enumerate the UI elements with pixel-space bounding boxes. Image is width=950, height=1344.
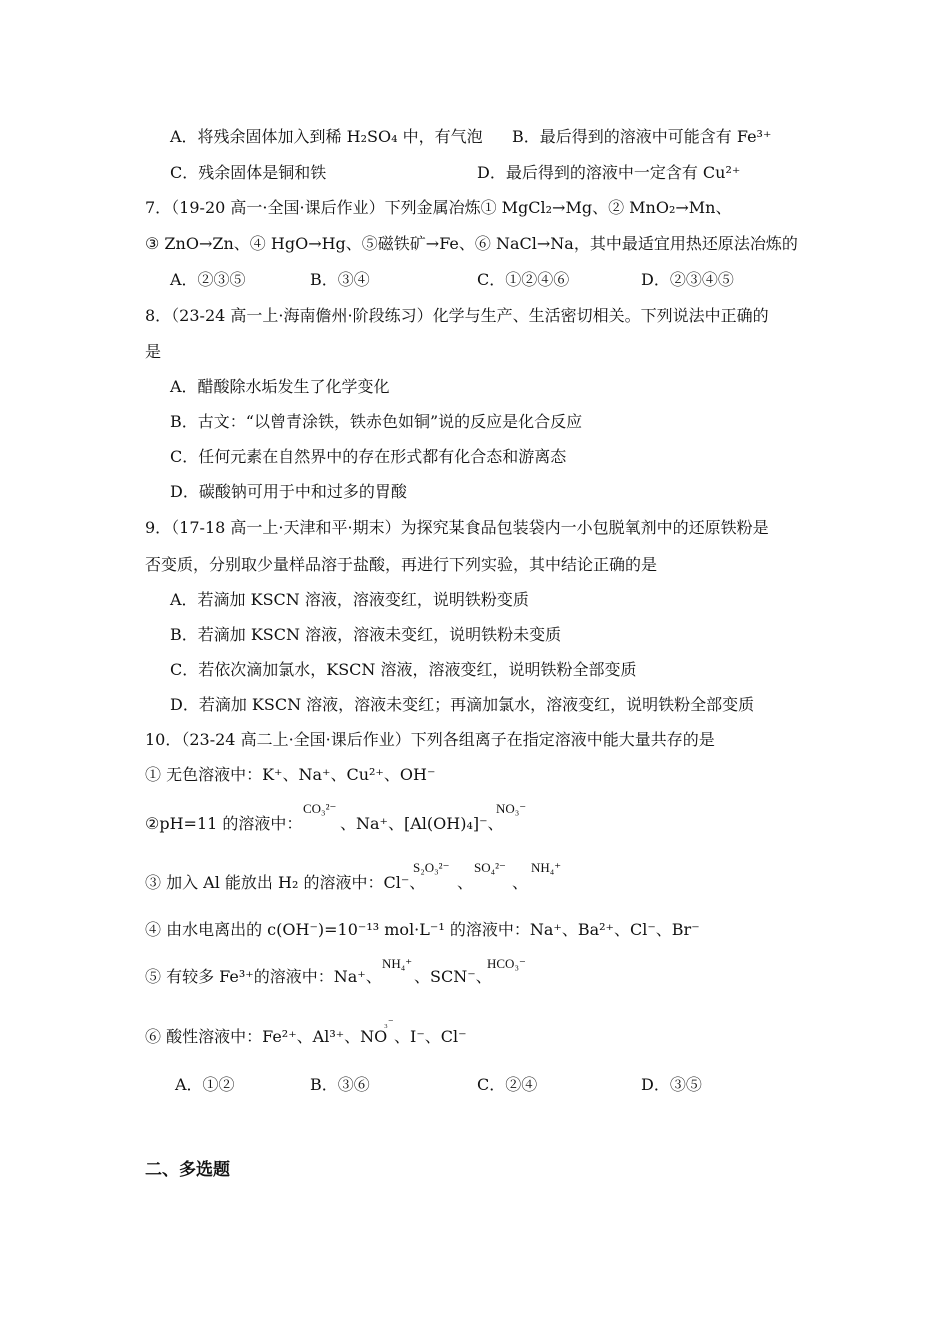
q10-item-6-suffix: 、I⁻、Cl⁻ <box>394 1027 467 1046</box>
sulfate-ion: SO₄²⁻ <box>474 860 506 875</box>
q9-option-a: A．若滴加 KSCN 溶液，溶液变红，说明铁粉变质 <box>170 590 529 609</box>
q10-item-3-sep2: 、 <box>512 873 529 892</box>
q10-option-c: C．②④ <box>477 1075 538 1094</box>
q7-option-a: A．②③⑤ <box>170 270 246 289</box>
ammonium-ion: NH₄⁺ <box>382 956 413 971</box>
bicarbonate-ion: HCO₃⁻ <box>487 956 526 971</box>
q10-item-5-prefix: ⑤ 有较多 Fe³⁺的溶液中：Na⁺、 <box>145 967 382 986</box>
q8-option-c: C．任何元素在自然界中的存在形式都有化合态和游离态 <box>170 447 567 466</box>
q10-item-1: ① 无色溶液中：K⁺、Na⁺、Cu²⁺、OH⁻ <box>145 765 436 784</box>
ammonium-ion: NH₄⁺ <box>531 860 562 875</box>
q10-option-b: B．③⑥ <box>310 1075 370 1094</box>
q10-option-d: D．③⑤ <box>641 1075 702 1094</box>
q6-option-d: D．最后得到的溶液中一定含有 Cu²⁺ <box>477 163 741 182</box>
q7-option-c: C．①②④⑥ <box>477 270 570 289</box>
q6-option-b: B．最后得到的溶液中可能含有 Fe³⁺ <box>512 127 772 146</box>
q9-stem-line1: 9．（17-18 高一上·天津和平·期末）为探究某食品包装袋内一小包脱氧剂中的还原铁粉是 <box>145 518 769 537</box>
nitrate-ion: NO₃⁻ <box>496 801 527 816</box>
nitrate-subscript: ₃⁻ <box>384 1017 394 1029</box>
q9-option-d: D．若滴加 KSCN 溶液，溶液未变红；再滴加氯水，溶液变红，说明铁粉全部变质 <box>170 695 755 714</box>
q10-item-6-prefix: ⑥ 酸性溶液中：Fe²⁺、Al³⁺、NO <box>145 1027 388 1046</box>
q7-stem-line1: 7．（19-20 高一·全国·课后作业）下列金属冶炼① MgCl₂→Mg、② MnO₂→Mn、 <box>145 198 732 217</box>
q10-item-4: ④ 由水电离出的 c(OH⁻)=10⁻¹³ mol·L⁻¹ 的溶液中：Na⁺、Ba²⁺、Cl⁻、Br⁻ <box>145 920 700 939</box>
q6-option-c: C．残余固体是铜和铁 <box>170 163 327 182</box>
q8-option-a: A．醋酸除水垢发生了化学变化 <box>170 377 390 396</box>
q10-stem: 10．（23-24 高二上·全国·课后作业）下列各组离子在指定溶液中能大量共存的是 <box>145 730 715 749</box>
q8-stem-line1: 8．（23-24 高一上·海南儋州·阶段练习）化学与生产、生活密切相关。下列说法中正确的 <box>145 306 769 325</box>
q10-item-3-prefix: ③ 加入 Al 能放出 H₂ 的溶液中：Cl⁻、 <box>145 873 426 892</box>
q6-option-a: A．将残余固体加入到稀 H₂SO₄ 中，有气泡 <box>170 127 483 146</box>
q10-item-2-middle: 、Na⁺、[Al(OH)₄]⁻、 <box>340 814 504 833</box>
q9-option-b: B．若滴加 KSCN 溶液，溶液未变红，说明铁粉未变质 <box>170 625 562 644</box>
section-heading: 二、多选题 <box>145 1160 230 1180</box>
q10-item-2-prefix: ②pH=11 的溶液中： <box>145 814 303 833</box>
q7-option-d: D．②③④⑤ <box>641 270 734 289</box>
q9-option-c: C．若依次滴加氯水，KSCN 溶液，溶液变红，说明铁粉全部变质 <box>170 660 637 679</box>
q8-stem-line2: 是 <box>145 342 162 361</box>
q10-item-5-middle: 、SCN⁻、 <box>414 967 492 986</box>
q8-option-b: B．古文：“以曾青涂铁，铁赤色如铜”说的反应是化合反应 <box>170 412 583 431</box>
q8-option-d: D．碳酸钠可用于中和过多的胃酸 <box>170 482 407 501</box>
thiosulfate-ion: S₂O₃²⁻ <box>413 860 450 875</box>
q10-option-a: A．①② <box>175 1075 235 1094</box>
q7-option-b: B．③④ <box>310 270 370 289</box>
q10-item-3-sep1: 、 <box>457 873 474 892</box>
q7-stem-line2: ③ ZnO→Zn、④ HgO→Hg、⑤磁铁矿→Fe、⑥ NaCl→Na，其中最适宜用热还原法冶炼的 <box>145 234 798 253</box>
carbonate-ion: CO₃²⁻ <box>303 801 337 816</box>
q9-stem-line2: 否变质，分别取少量样品溶于盐酸，再进行下列实验，其中结论正确的是 <box>145 555 658 574</box>
